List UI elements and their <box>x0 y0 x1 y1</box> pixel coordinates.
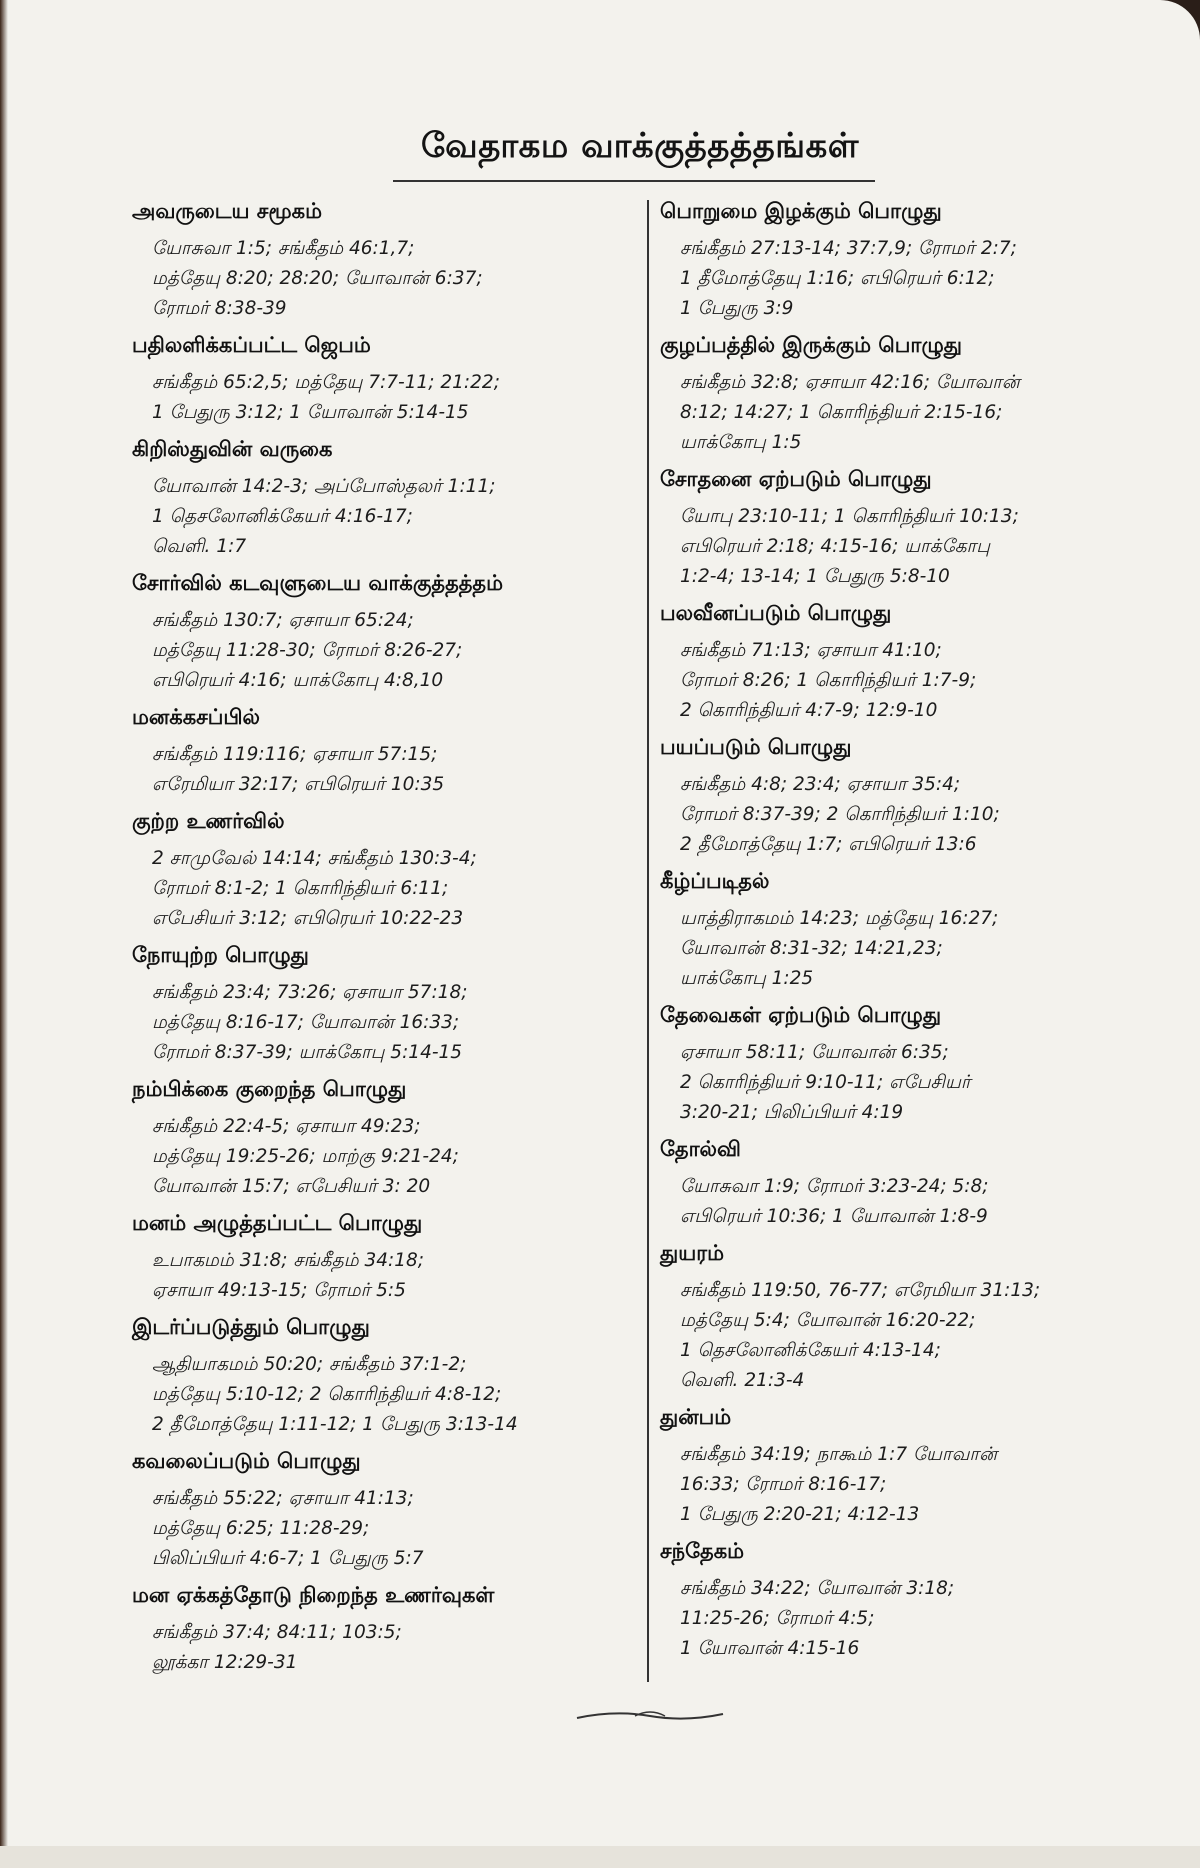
reference-line: சங்கீதம் 55:22; ஏசாயா 41:13; <box>152 1488 414 1509</box>
topic-section <box>660 1402 1130 1536</box>
reference-line: யாத்திராகமம் 14:23; மத்தேயு 16:27; <box>680 908 999 929</box>
scripture-references <box>132 970 632 1074</box>
reference-line: எபிரெயர் 10:36; 1 யோவான் 1:8-9 <box>680 1206 988 1227</box>
reference-line: யோபு 23:10-11; 1 கொரிந்தியர் 10:13; <box>680 506 1019 527</box>
reference-line: மத்தேயு 11:28-30; ரோமர் 8:26-27; <box>152 640 463 661</box>
scripture-references <box>660 896 1130 1000</box>
scripture-references <box>660 1030 1130 1134</box>
topic-section <box>660 1000 1130 1134</box>
scripture-references <box>132 836 632 940</box>
topic-section <box>660 330 1130 464</box>
topic-section <box>132 1580 632 1684</box>
reference-line: 1 தெசலோனிக்கேயர் 4:13-14; <box>680 1340 941 1361</box>
topic-section <box>660 196 1130 330</box>
reference-line: 2 சாமுவேல் 14:14; சங்கீதம் 130:3-4; <box>152 848 477 869</box>
reference-line: சங்கீதம் 32:8; ஏசாயா 42:16; யோவான் <box>680 372 1020 393</box>
bottom-page-edge <box>0 1846 1200 1868</box>
topic-section <box>660 1536 1130 1670</box>
topic-section <box>132 196 632 330</box>
topic-heading: சோர்வில் கடவுளுடைய வாக்குத்தத்தம் <box>132 571 504 595</box>
column-divider <box>647 200 649 1682</box>
topic-heading: பலவீனப்படும் பொழுது <box>660 601 892 625</box>
topic-heading: குழப்பத்தில் இருக்கும் பொழுது <box>660 333 962 357</box>
scripture-references <box>660 762 1130 866</box>
reference-line: 11:25-26; ரோமர் 4:5; <box>680 1608 875 1629</box>
title-underline <box>393 180 875 182</box>
topic-heading: துயரம் <box>660 1241 724 1265</box>
reference-line: 2 தீமோத்தேயு 1:7; எபிரெயர் 13:6 <box>680 834 977 855</box>
topic-heading: நோயுற்ற பொழுது <box>132 943 309 967</box>
reference-line: சங்கீதம் 23:4; 73:26; ஏசாயா 57:18; <box>152 982 468 1003</box>
scripture-references <box>132 1238 632 1312</box>
topic-section <box>132 1446 632 1580</box>
reference-line: மத்தேயு 8:20; 28:20; யோவான் 6:37; <box>152 268 483 289</box>
topic-section <box>132 1208 632 1312</box>
reference-line: சங்கீதம் 37:4; 84:11; 103:5; <box>152 1622 402 1643</box>
reference-line: மத்தேயு 19:25-26; மாற்கு 9:21-24; <box>152 1146 459 1167</box>
scripture-references <box>660 1164 1130 1238</box>
reference-line: யோவான் 14:2-3; அப்போஸ்தலர் 1:11; <box>152 476 496 497</box>
reference-line: சங்கீதம் 27:13-14; 37:7,9; ரோமர் 2:7; <box>680 238 1017 259</box>
reference-line: வெளி. 21:3-4 <box>680 1370 805 1391</box>
reference-line: சங்கீதம் 34:19; நாகூம் 1:7 யோவான் <box>680 1444 998 1465</box>
scripture-references <box>132 226 632 330</box>
topic-section <box>660 598 1130 732</box>
topic-section <box>132 806 632 940</box>
reference-line: 1:2-4; 13-14; 1 பேதுரு 5:8-10 <box>680 566 950 587</box>
reference-line: ரோமர் 8:37-39; யாக்கோபு 5:14-15 <box>152 1042 463 1063</box>
reference-line: வெளி. 1:7 <box>152 536 247 557</box>
topic-heading: மனம் அழுத்தப்பட்ட பொழுது <box>132 1211 423 1235</box>
topic-heading: கீழ்ப்படிதல் <box>660 869 770 893</box>
reference-line: மத்தேயு 5:10-12; 2 கொரிந்தியர் 4:8-12; <box>152 1384 502 1405</box>
topic-section <box>132 434 632 568</box>
scripture-references <box>660 628 1130 732</box>
reference-line: 3:20-21; பிலிப்பியர் 4:19 <box>680 1102 904 1123</box>
reference-line: லூக்கா 12:29-31 <box>152 1652 298 1673</box>
scripture-references <box>132 360 632 434</box>
topic-section <box>660 1238 1130 1402</box>
reference-line: 1 பேதுரு 3:9 <box>680 298 794 319</box>
reference-line: 8:12; 14:27; 1 கொரிந்தியர் 2:15-16; <box>680 402 1003 423</box>
scripture-references <box>660 226 1130 330</box>
reference-line: ரோமர் 8:1-2; 1 கொரிந்தியர் 6:11; <box>152 878 449 899</box>
topic-heading: மன ஏக்கத்தோடு நிறைந்த உணர்வுகள் <box>132 1583 495 1607</box>
reference-line: 1 தெசலோனிக்கேயர் 4:16-17; <box>152 506 413 527</box>
reference-line: சங்கீதம் 65:2,5; மத்தேயு 7:7-11; 21:22; <box>152 372 500 393</box>
reference-line: யோவான் 15:7; எபேசியர் 3: 20 <box>152 1176 431 1197</box>
reference-line: சங்கீதம் 130:7; ஏசாயா 65:24; <box>152 610 414 631</box>
scripture-references <box>132 1476 632 1580</box>
topic-section <box>660 1134 1130 1238</box>
reference-line: மத்தேயு 5:4; யோவான் 16:20-22; <box>680 1310 976 1331</box>
topic-heading: பயப்படும் பொழுது <box>660 735 852 759</box>
topic-heading: நம்பிக்கை குறைந்த பொழுது <box>132 1077 407 1101</box>
scripture-references <box>132 598 632 702</box>
page-edge-shadow <box>0 0 8 1868</box>
reference-line: பிலிப்பியர் 4:6-7; 1 பேதுரு 5:7 <box>152 1548 424 1569</box>
scripture-references <box>132 1610 632 1684</box>
topic-heading: மனக்கசப்பில் <box>132 705 260 729</box>
scripture-references <box>660 494 1130 598</box>
topic-section <box>132 1312 632 1446</box>
scripture-references <box>660 1432 1130 1536</box>
right-column <box>660 196 1130 1670</box>
reference-line: மத்தேயு 8:16-17; யோவான் 16:33; <box>152 1012 460 1033</box>
scripture-references <box>660 1268 1130 1402</box>
topic-heading: குற்ற உணர்வில் <box>132 809 285 833</box>
scripture-references <box>660 1566 1130 1670</box>
scripture-references <box>660 360 1130 464</box>
reference-line: சங்கீதம் 119:50, 76-77; எரேமியா 31:13; <box>680 1280 1041 1301</box>
end-ornament <box>575 1704 725 1728</box>
topic-section <box>660 464 1130 598</box>
topic-heading: பதிலளிக்கப்பட்ட ஜெபம் <box>132 333 371 357</box>
page-title: வேதாகம வாக்குத்தத்தங்கள் <box>421 126 859 166</box>
topic-heading: சந்தேகம் <box>660 1539 745 1563</box>
reference-line: சங்கீதம் 22:4-5; ஏசாயா 49:23; <box>152 1116 421 1137</box>
topic-section <box>660 732 1130 866</box>
topic-heading: கிறிஸ்துவின் வருகை <box>132 437 333 461</box>
reference-line: 16:33; ரோமர் 8:16-17; <box>680 1474 887 1495</box>
topic-heading: பொறுமை இழக்கும் பொழுது <box>660 199 942 223</box>
topic-section <box>660 866 1130 1000</box>
reference-line: ஆதியாகமம் 50:20; சங்கீதம் 37:1-2; <box>152 1354 467 1375</box>
topic-section <box>132 330 632 434</box>
topic-heading: அவருடைய சமூகம் <box>132 199 323 223</box>
topic-section <box>132 940 632 1074</box>
scripture-references <box>132 1342 632 1446</box>
topic-heading: சோதனை ஏற்படும் பொழுது <box>660 467 932 491</box>
topic-section <box>132 1074 632 1208</box>
reference-line: ரோமர் 8:38-39 <box>152 298 287 319</box>
left-column <box>132 196 632 1684</box>
topic-section <box>132 702 632 806</box>
reference-line: எபிரெயர் 4:16; யாக்கோபு 4:8,10 <box>152 670 444 691</box>
topic-section <box>132 568 632 702</box>
reference-line: சங்கீதம் 119:116; ஏசாயா 57:15; <box>152 744 438 765</box>
reference-line: யாக்கோபு 1:5 <box>680 432 802 453</box>
reference-line: ரோமர் 8:37-39; 2 கொரிந்தியர் 1:10; <box>680 804 1000 825</box>
reference-line: யோவான் 8:31-32; 14:21,23; <box>680 938 943 959</box>
scripture-references <box>132 464 632 568</box>
reference-line: உபாகமம் 31:8; சங்கீதம் 34:18; <box>152 1250 425 1271</box>
reference-line: ஏசாயா 58:11; யோவான் 6:35; <box>680 1042 949 1063</box>
reference-line: எரேமியா 32:17; எபிரெயர் 10:35 <box>152 774 445 795</box>
topic-heading: இடர்ப்படுத்தும் பொழுது <box>132 1315 370 1339</box>
reference-line: ரோமர் 8:26; 1 கொரிந்தியர் 1:7-9; <box>680 670 977 691</box>
reference-line: சங்கீதம் 71:13; ஏசாயா 41:10; <box>680 640 942 661</box>
reference-line: 1 தீமோத்தேயு 1:16; எபிரெயர் 6:12; <box>680 268 995 289</box>
scripture-references <box>132 1104 632 1208</box>
reference-line: சங்கீதம் 34:22; யோவான் 3:18; <box>680 1578 955 1599</box>
reference-line: 2 கொரிந்தியர் 9:10-11; எபேசியர் <box>680 1072 971 1093</box>
reference-line: 2 கொரிந்தியர் 4:7-9; 12:9-10 <box>680 700 938 721</box>
reference-line: ஏசாயா 49:13-15; ரோமர் 5:5 <box>152 1280 406 1301</box>
reference-line: எபேசியர் 3:12; எபிரெயர் 10:22-23 <box>152 908 464 929</box>
reference-line: 1 பேதுரு 2:20-21; 4:12-13 <box>680 1504 920 1525</box>
reference-line: 1 யோவான் 4:15-16 <box>680 1638 860 1659</box>
reference-line: யோசுவா 1:9; ரோமர் 3:23-24; 5:8; <box>680 1176 989 1197</box>
reference-line: சங்கீதம் 4:8; 23:4; ஏசாயா 35:4; <box>680 774 961 795</box>
reference-line: 1 பேதுரு 3:12; 1 யோவான் 5:14-15 <box>152 402 469 423</box>
topic-heading: துன்பம் <box>660 1405 732 1429</box>
topic-heading: கவலைப்படும் பொழுது <box>132 1449 361 1473</box>
reference-line: எபிரெயர் 2:18; 4:15-16; யாக்கோபு <box>680 536 990 557</box>
topic-heading: தோல்வி <box>660 1137 741 1161</box>
reference-line: 2 தீமோத்தேயு 1:11-12; 1 பேதுரு 3:13-14 <box>152 1414 518 1435</box>
reference-line: யோசுவா 1:5; சங்கீதம் 46:1,7; <box>152 238 415 259</box>
reference-line: யாக்கோபு 1:25 <box>680 968 814 989</box>
scripture-references <box>132 732 632 806</box>
reference-line: மத்தேயு 6:25; 11:28-29; <box>152 1518 370 1539</box>
topic-heading: தேவைகள் ஏற்படும் பொழுது <box>660 1003 942 1027</box>
